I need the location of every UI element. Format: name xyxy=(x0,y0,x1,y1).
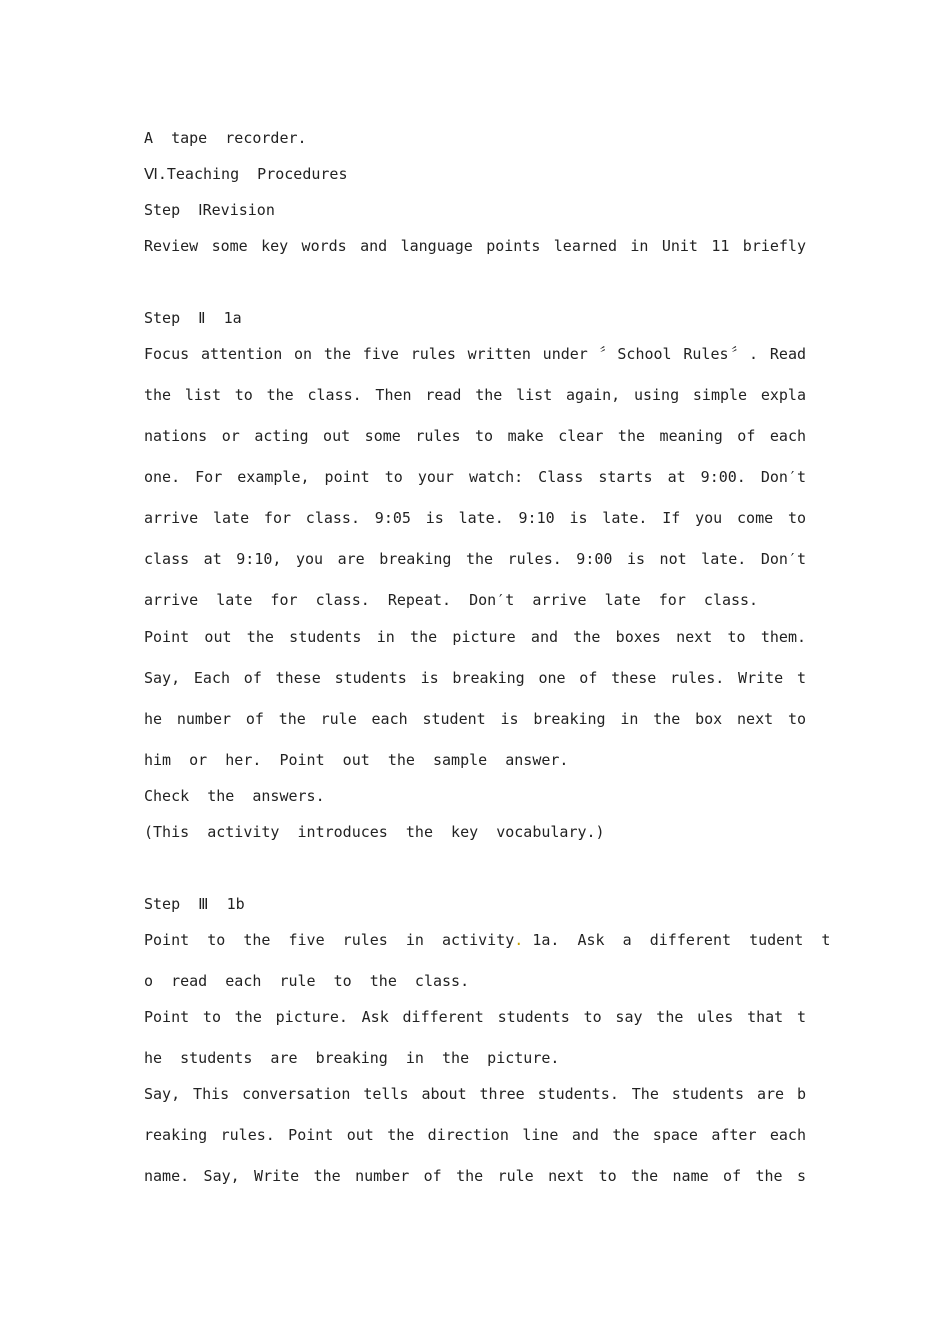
highlight-dot: . xyxy=(514,931,524,949)
step-heading-1a: Step Ⅱ 1a xyxy=(144,309,242,327)
text-line: arrive late for class. 9:05 is late. 9:10 is late. If you come to xyxy=(144,509,806,527)
text-line: o read each rule to the class. xyxy=(144,972,470,990)
text-line: reaking rules. Point out the direction line and the space after each xyxy=(144,1126,806,1144)
text-line: Check the answers. xyxy=(144,787,325,805)
text-line: Say, Each of these students is breaking one of these rules. Write t xyxy=(144,669,806,687)
text-line: Focus attention on the five rules written under 〞School Rules〞. Read xyxy=(144,345,806,363)
text-line: Point out the students in the picture and the boxes next to them. xyxy=(144,628,806,646)
text-line: he number of the rule each student is breaking in the box next to xyxy=(144,710,806,728)
text-line: he students are breaking in the picture. xyxy=(144,1049,560,1067)
text-line: Point to the picture. Ask different students to say the ules that t xyxy=(144,1008,806,1026)
text-line-equipment: A tape recorder. xyxy=(144,129,307,147)
section-heading-teaching-procedures: Ⅵ.Teaching Procedures xyxy=(144,165,348,183)
text-line: nations or acting out some rules to make clear the meaning of each xyxy=(144,427,806,445)
text-line: the list to the class. Then read the list again, using simple expla xyxy=(144,386,806,404)
step-heading-revision: Step ⅠRevision xyxy=(144,201,275,219)
text-line: Review some key words and language points learned in Unit 11 briefly xyxy=(144,237,806,255)
text-line-end: 1a. Ask a different tudent t xyxy=(532,931,831,949)
text-line: (This activity introduces the key vocabulary.) xyxy=(144,823,605,841)
text-line: Say, This conversation tells about three students. The students are b xyxy=(144,1085,806,1103)
step-heading-1b: Step Ⅲ 1b xyxy=(144,895,245,913)
text-line: one. For example, point to your watch: Class starts at 9:00. Don′t xyxy=(144,468,806,486)
text-line xyxy=(144,930,830,950)
text-line: name. Say, Write the number of the rule next to the name of the s xyxy=(144,1167,806,1185)
text-line-start: Point to the five rules in activity xyxy=(144,931,515,949)
text-line: arrive late for class. Repeat. Don′t arrive late for class. xyxy=(144,591,759,609)
text-line: class at 9:10, you are breaking the rules. 9:00 is not late. Don′t xyxy=(144,550,806,568)
text-line: him or her. Point out the sample answer. xyxy=(144,751,569,769)
